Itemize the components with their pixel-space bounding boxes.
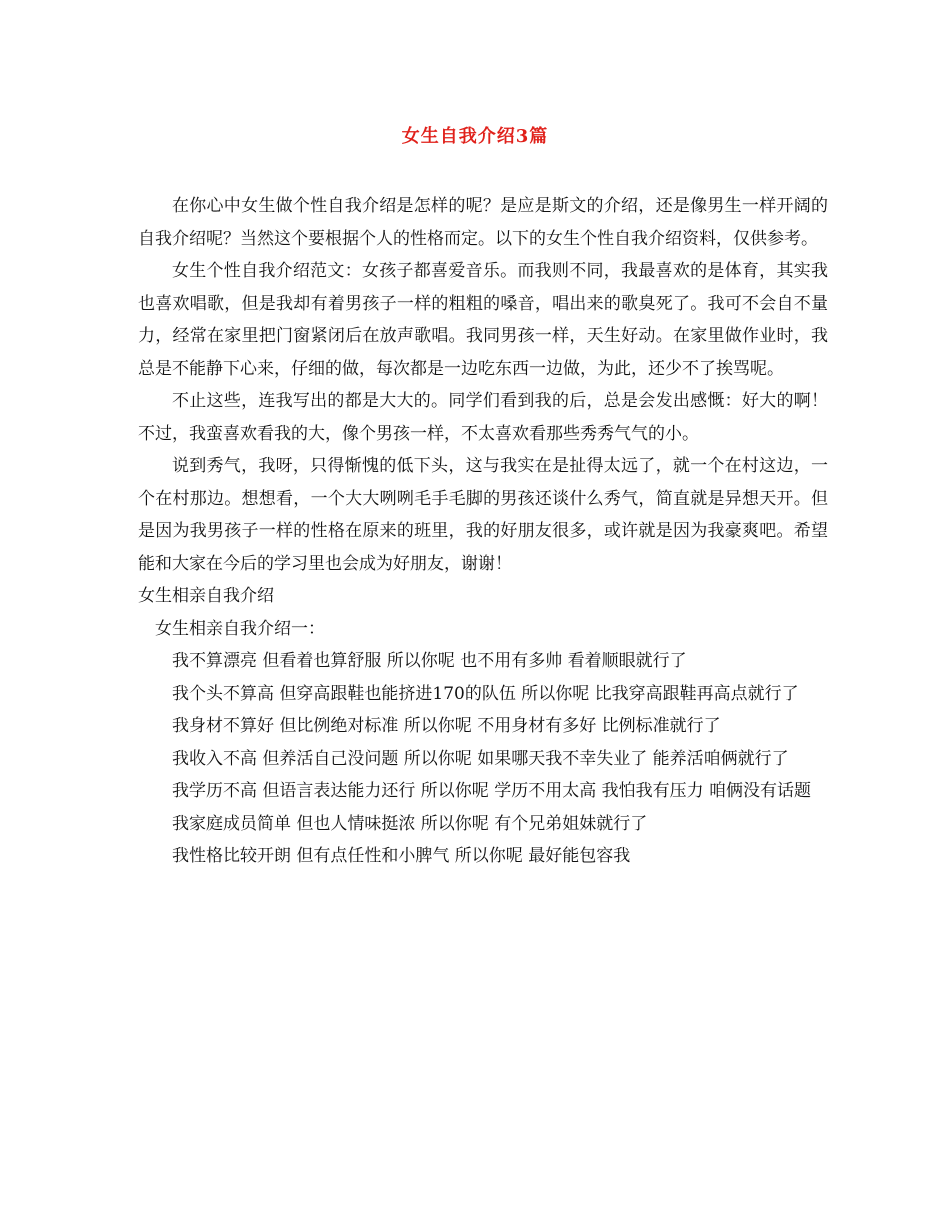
paragraph: 女生个性自我介绍范文：女孩子都喜爱音乐。而我则不同，我最喜欢的是体育，其实我也喜欢唱歌，但是我却有着男孩子一样的粗粗的嗓音，唱出来的歌臭死了。我可不会自不量力，经常在家里把门窗紧闭后在放声歌唱。我同男孩一样，天生好动。在家里做作业时，我总是不能静下心来，仔细的做，每次都是一边吃东西一边做，为此，还少不了挨骂呢。 <box>138 261 828 379</box>
paragraph: 不止这些，连我写出的都是大大的。同学们看到我的后，总是会发出感慨：好大的啊！不过，我蛮喜欢看我的大，像个男孩一样，不太喜欢看那些秀秀气气的小。 <box>138 391 828 444</box>
list-item: 我不算漂亮 但看着也算舒服 所以你呢 也不用有多帅 看着顺眼就行了 <box>172 651 687 671</box>
sub-heading: 女生相亲自我介绍一： <box>155 618 325 639</box>
section-heading: 女生相亲自我介绍 <box>138 586 274 606</box>
list-item: 我学历不高 但语言表达能力还行 所以你呢 学历不用太高 我怕我有压力 咱俩没有话题 <box>172 781 812 801</box>
paragraph: 在你心中女生做个性自我介绍是怎样的呢？是应是斯文的介绍，还是像男生一样开阔的自我介绍呢？当然这个要根据个人的性格而定。以下的女生个性自我介绍资料，仅供参考。 <box>138 196 828 249</box>
document-title: 女生自我介绍3篇 <box>401 126 549 147</box>
list-item: 我收入不高 但养活自己没问题 所以你呢 如果哪天我不幸失业了 能养活咱俩就行了 <box>172 748 789 769</box>
document-body <box>138 190 828 873</box>
list-item: 我个头不算高 但穿高跟鞋也能挤进170的队伍 所以你呢 比我穿高跟鞋再高点就行了 <box>172 683 799 704</box>
list-item: 我身材不算好 但比例绝对标准 所以你呢 不用身材有多好 比例标准就行了 <box>172 716 721 736</box>
list-item: 我性格比较开朗 但有点任性和小脾气 所以你呢 最好能包容我 <box>172 846 631 866</box>
list-item: 我家庭成员简单 但也人情味挺浓 所以你呢 有个兄弟姐妹就行了 <box>172 813 648 834</box>
paragraph: 说到秀气，我呀，只得惭愧的低下头，这与我实在是扯得太远了，就一个在村这边，一个在村那边。想想看，一个大大咧咧毛手毛脚的男孩还谈什么秀气，简直就是异想天开。但是因为我男孩子一样的性格在原来的班里，我的好朋友很多，或许就是因为我豪爽吧。希望能和大家在今后的学习里也会成为好朋友，谢谢！ <box>138 456 828 574</box>
